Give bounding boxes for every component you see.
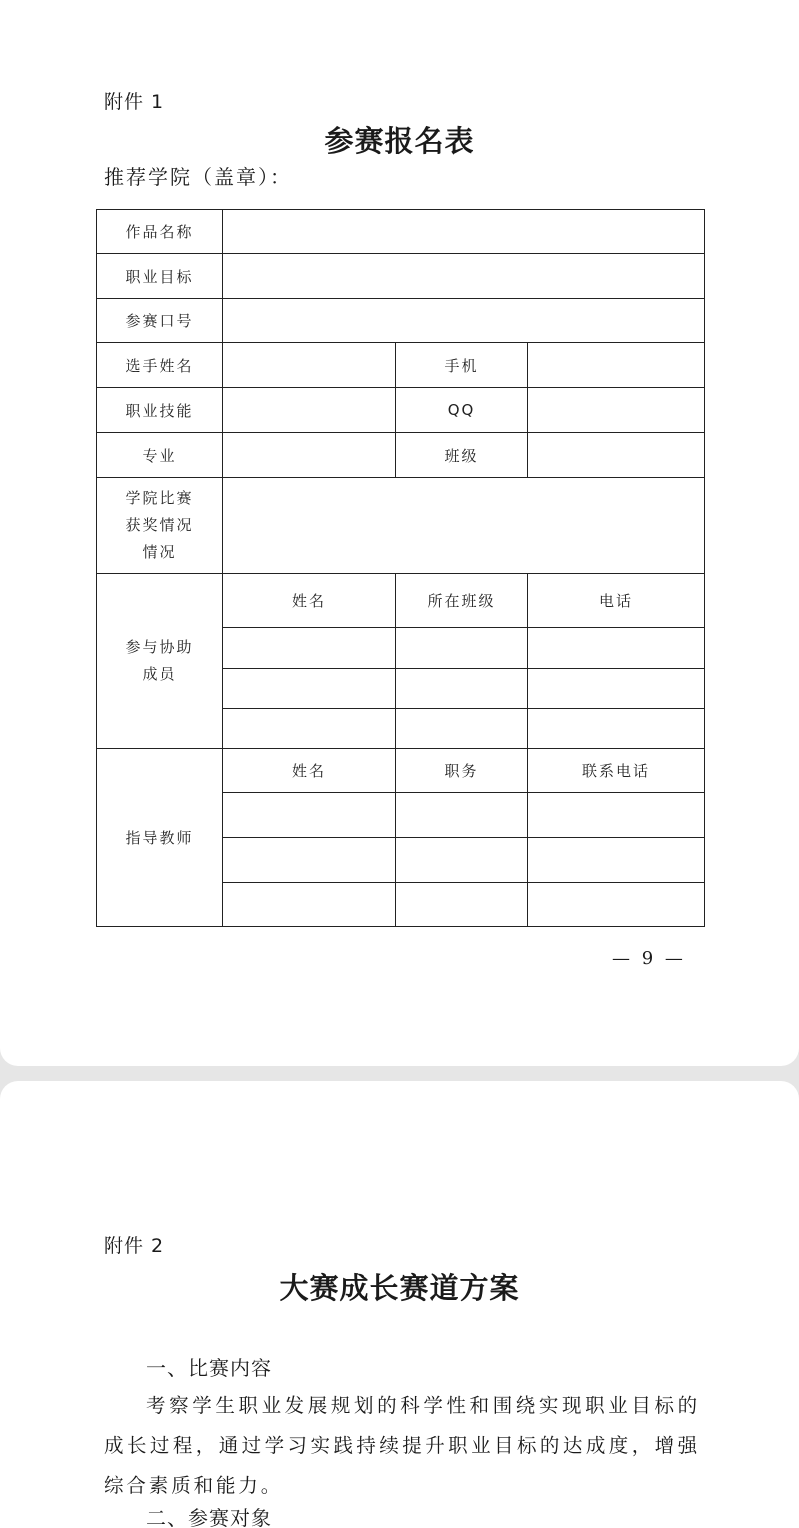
player-name-field[interactable] xyxy=(223,343,396,388)
assist-class-cell[interactable] xyxy=(396,709,528,749)
assist-header-class: 所在班级 xyxy=(396,574,528,628)
teacher-position-cell[interactable] xyxy=(396,838,528,883)
assist-label-line: 成员 xyxy=(142,665,177,683)
assist-phone-cell[interactable] xyxy=(528,628,705,669)
teacher-phone-cell[interactable] xyxy=(528,883,705,927)
teacher-phone-cell[interactable] xyxy=(528,838,705,883)
registration-form-table xyxy=(96,209,705,927)
assist-header-name: 姓名 xyxy=(223,574,396,628)
mobile-field[interactable] xyxy=(528,343,705,388)
class-field[interactable] xyxy=(528,433,705,478)
awards-field[interactable] xyxy=(223,478,705,574)
slogan-label: 参赛口号 xyxy=(97,299,223,343)
qq-field[interactable] xyxy=(528,388,705,433)
page-title: 参赛报名表 xyxy=(324,124,475,158)
assist-name-cell[interactable] xyxy=(223,669,396,709)
career-goal-field[interactable] xyxy=(223,254,705,299)
major-field[interactable] xyxy=(223,433,396,478)
awards-label-line: 获奖情况 xyxy=(125,516,194,534)
teacher-header-name: 姓名 xyxy=(223,749,396,793)
assist-class-cell[interactable] xyxy=(396,669,528,709)
qq-label: QQ xyxy=(396,388,528,433)
teacher-header-phone: 联系电话 xyxy=(528,749,705,793)
assist-name-cell[interactable] xyxy=(223,709,396,749)
teacher-name-cell[interactable] xyxy=(223,838,396,883)
teacher-position-cell[interactable] xyxy=(396,883,528,927)
assist-header-phone: 电话 xyxy=(528,574,705,628)
section-heading: 一、比赛内容 xyxy=(146,1356,272,1380)
attachment-label: 附件 1 xyxy=(104,91,165,113)
attachment-label: 附件 2 xyxy=(104,1235,165,1257)
teacher-header-position: 职务 xyxy=(396,749,528,793)
mobile-label: 手机 xyxy=(396,343,528,388)
teacher-name-cell[interactable] xyxy=(223,883,396,927)
major-label: 专业 xyxy=(97,433,223,478)
awards-label-line: 情况 xyxy=(142,543,177,561)
skills-label: 职业技能 xyxy=(97,388,223,433)
assist-class-cell[interactable] xyxy=(396,628,528,669)
page-2 xyxy=(0,1081,799,1528)
skills-field[interactable] xyxy=(223,388,396,433)
awards-label-line: 学院比赛 xyxy=(125,489,194,507)
teacher-phone-cell[interactable] xyxy=(528,793,705,838)
assist-label-line: 参与协助 xyxy=(125,638,194,656)
page-number: — 9 — xyxy=(612,948,686,969)
section-paragraph: 考察学生职业发展规划的科学性和围绕实现职业目标的成长过程，通过学习实践持续提升职业目标的达成度，增强综合素质和能力。 xyxy=(104,1394,700,1497)
assist-phone-cell[interactable] xyxy=(528,669,705,709)
section-heading: 二、参赛对象 xyxy=(146,1506,272,1528)
career-goal-label: 职业目标 xyxy=(97,254,223,299)
player-name-label: 选手姓名 xyxy=(97,343,223,388)
page-title: 大赛成长赛道方案 xyxy=(279,1271,520,1305)
teacher-position-cell[interactable] xyxy=(396,793,528,838)
work-name-label: 作品名称 xyxy=(97,210,223,254)
work-name-field[interactable] xyxy=(223,210,705,254)
recommend-college-label: 推荐学院（盖章）： xyxy=(104,165,292,189)
teacher-name-cell[interactable] xyxy=(223,793,396,838)
assist-name-cell[interactable] xyxy=(223,628,396,669)
teacher-label: 指导教师 xyxy=(97,749,223,927)
assist-phone-cell[interactable] xyxy=(528,709,705,749)
class-label: 班级 xyxy=(396,433,528,478)
assist-members-label xyxy=(97,574,223,749)
slogan-field[interactable] xyxy=(223,299,705,343)
awards-label xyxy=(97,478,223,574)
